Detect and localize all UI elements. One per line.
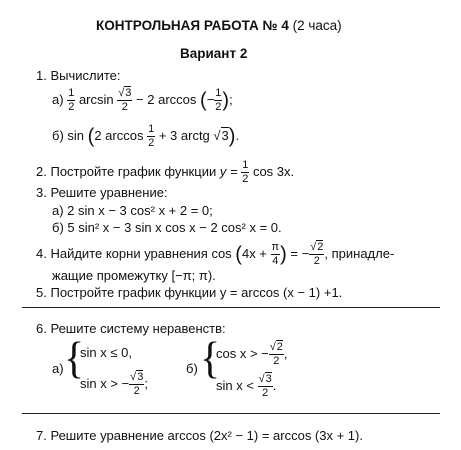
task-6b-label: б) bbox=[186, 361, 198, 376]
task-3-heading: 3. Решите уравнение: bbox=[36, 185, 168, 200]
variant-title: Вариант 2 bbox=[180, 46, 248, 61]
task-3b: б) 5 sin² x − 3 sin x cos x − 2 cos² x = 0. bbox=[52, 220, 282, 235]
brace-a: { bbox=[64, 334, 85, 384]
task-1-heading: 1. Вычислите: bbox=[36, 68, 121, 83]
task-2: 2. Постройте график функции y = $\frac{1}{2}$ cos 3x. bbox=[36, 159, 295, 185]
task-1b: б) sin (2 arccos $\frac{1}{2}$ + 3 arctg √3). bbox=[52, 123, 240, 149]
task-6b-line1: cos x > − $\frac{√2}{2}$ , bbox=[216, 341, 288, 367]
task-6a-label: а) bbox=[52, 361, 64, 376]
task-3a: а) 2 sin x − 3 cos² x + 2 = 0; bbox=[52, 203, 213, 218]
divider-1 bbox=[22, 307, 440, 308]
task-4-line2: жащие промежутку [−π; π). bbox=[52, 268, 216, 283]
task-6b-line2: sin x < $\frac{√3}{2}$ . bbox=[216, 373, 277, 399]
task-6-heading: 6. Решите систему неравенств: bbox=[36, 321, 226, 336]
task-7: 7. Решите уравнение arccos (2x² − 1) = arccos (3x + 1). bbox=[36, 428, 363, 443]
task-1a: а) $\frac{1}{2}$ arcsin $\frac{√3}{2}$ − 2 arccos (− $\frac{1}{2}$ ); bbox=[52, 87, 233, 113]
page-title: КОНТРОЛЬНАЯ РАБОТА № 4 (2 часа) bbox=[96, 18, 342, 33]
task-5: 5. Постройте график функции y = arccos (x − 1) +1. bbox=[36, 285, 343, 300]
task-6a-line1: sin x ≤ 0, bbox=[80, 345, 132, 360]
brace-b: { bbox=[200, 334, 221, 384]
divider-2 bbox=[22, 413, 440, 414]
task-4-line1: 4. Найдите корни уравнения cos (4x + $\frac{\pi}{4}$ ) = − $\frac{√2}{2}$ , принадле- bbox=[36, 241, 395, 267]
task-6a-line2: sin x > − $\frac{√3}{2}$ ; bbox=[80, 371, 148, 397]
